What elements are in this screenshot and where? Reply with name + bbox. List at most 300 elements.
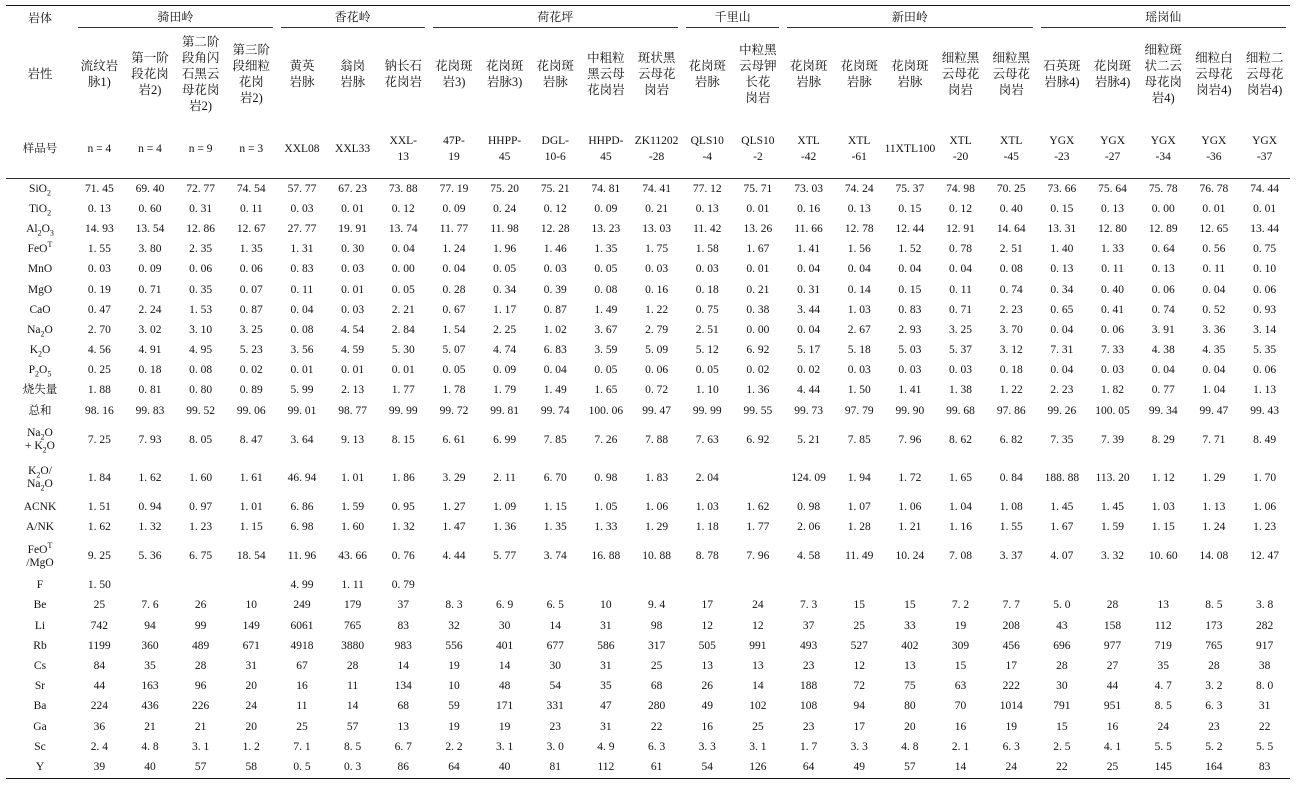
value-cell: 0. 00 bbox=[391, 263, 415, 276]
value-cell: 3. 25 bbox=[949, 323, 973, 336]
value-cell: 1. 77 bbox=[746, 521, 770, 534]
value-cell: 6. 92 bbox=[746, 344, 770, 357]
value-cell: 4. 9 bbox=[597, 740, 615, 753]
value-cell: 5. 23 bbox=[239, 344, 263, 357]
value-cell: 20 bbox=[904, 720, 916, 733]
value-cell: 436 bbox=[141, 700, 159, 713]
value-cell: 0. 11 bbox=[949, 283, 972, 296]
value-cell: 13 bbox=[1157, 599, 1169, 612]
rock-type-header-row bbox=[6, 28, 1290, 120]
row-label: F bbox=[36, 579, 44, 592]
row-label: CaO bbox=[29, 303, 51, 316]
value-cell: 1. 67 bbox=[746, 243, 770, 256]
sample-id-cell: YGX -34 bbox=[1138, 120, 1189, 179]
value-cell: 75. 78 bbox=[1148, 182, 1178, 195]
sample-id-cell: XTL -61 bbox=[834, 120, 885, 179]
value-cell: 126 bbox=[749, 760, 767, 773]
value-cell: 1. 40 bbox=[1050, 243, 1074, 256]
value-cell: 5. 03 bbox=[898, 344, 922, 357]
value-cell: 0. 13 bbox=[1101, 202, 1125, 215]
value-cell: 74. 98 bbox=[946, 182, 975, 195]
value-cell: 2. 84 bbox=[391, 323, 415, 336]
value-cell: 100. 06 bbox=[588, 404, 624, 417]
rock-type-cell: 流纹岩 脉1) bbox=[80, 59, 119, 89]
value-cell: 586 bbox=[597, 639, 615, 652]
value-cell: 0. 04 bbox=[391, 243, 415, 256]
value-cell: 94 bbox=[144, 619, 156, 632]
value-cell: 102 bbox=[749, 700, 767, 713]
rock-type-cell: 花岗斑 岩脉3) bbox=[485, 59, 524, 89]
value-cell: 7. 85 bbox=[847, 433, 871, 446]
rock-type-cell: 钠长石 花岗岩 bbox=[384, 59, 423, 89]
rock-body-header bbox=[74, 6, 277, 29]
value-cell: 0. 03 bbox=[87, 263, 111, 276]
value-cell: 8. 62 bbox=[949, 433, 973, 446]
value-cell: 282 bbox=[1255, 619, 1274, 632]
value-cell bbox=[175, 576, 226, 596]
value-cell: 99 bbox=[194, 619, 207, 632]
value-cell: 3. 1 bbox=[495, 740, 514, 753]
table-row bbox=[6, 656, 1290, 676]
value-cell: 13. 26 bbox=[743, 222, 773, 235]
row-label: Be bbox=[33, 599, 47, 612]
value-cell: 68 bbox=[650, 680, 663, 693]
value-cell: 0. 03 bbox=[1101, 364, 1125, 377]
value-cell: 226 bbox=[192, 700, 210, 713]
value-cell: 1. 82 bbox=[1101, 384, 1125, 397]
value-cell: 1. 45 bbox=[1050, 500, 1074, 513]
value-cell: 0. 71 bbox=[949, 303, 973, 316]
value-cell: 983 bbox=[394, 639, 412, 652]
value-cell: 0. 11 bbox=[1101, 263, 1124, 276]
value-cell: 1. 01 bbox=[239, 500, 263, 513]
value-cell: 0. 74 bbox=[1151, 303, 1175, 316]
value-cell: 99. 26 bbox=[1047, 404, 1077, 417]
value-cell: 30 bbox=[549, 659, 561, 672]
value-cell: 0. 03 bbox=[341, 263, 365, 276]
value-cell: 73. 66 bbox=[1047, 182, 1077, 195]
value-cell: 1. 47 bbox=[442, 521, 466, 534]
value-cell: 1. 79 bbox=[493, 384, 517, 397]
value-cell: 24 bbox=[1157, 720, 1169, 733]
table-row bbox=[6, 636, 1290, 656]
value-cell: 14. 64 bbox=[996, 222, 1026, 235]
table-row bbox=[6, 421, 1290, 459]
value-cell: 1. 13 bbox=[1202, 500, 1226, 513]
value-cell: 11. 66 bbox=[794, 222, 823, 235]
value-cell: 0. 71 bbox=[138, 283, 162, 296]
value-cell: 108 bbox=[799, 700, 818, 713]
sample-id-cell: 47P- 19 bbox=[429, 120, 480, 179]
value-cell: 6. 92 bbox=[746, 433, 770, 446]
value-cell: 7. 3 bbox=[799, 599, 818, 612]
value-cell: 4. 8 bbox=[901, 740, 919, 753]
value-cell: 8. 15 bbox=[391, 433, 415, 446]
value-cell: 6. 82 bbox=[999, 433, 1023, 446]
value-cell: 1. 46 bbox=[543, 243, 567, 256]
value-cell: 16 bbox=[701, 720, 713, 733]
value-cell: 7. 39 bbox=[1101, 433, 1125, 446]
value-cell: 4. 07 bbox=[1050, 550, 1074, 563]
value-cell: 1. 36 bbox=[493, 521, 517, 534]
value-cell: 7. 63 bbox=[695, 433, 719, 446]
value-cell: 493 bbox=[799, 639, 818, 652]
value-cell: 0. 87 bbox=[543, 303, 567, 316]
sample-id-cell: n = 4 bbox=[125, 120, 176, 179]
table-row bbox=[6, 497, 1290, 517]
value-cell: 74. 81 bbox=[591, 182, 621, 195]
value-cell: 4. 99 bbox=[290, 579, 314, 592]
value-cell bbox=[733, 459, 784, 497]
value-cell bbox=[1138, 576, 1189, 596]
table-row bbox=[6, 757, 1290, 778]
value-cell: 1. 08 bbox=[999, 500, 1023, 513]
value-cell: 3. 44 bbox=[797, 303, 821, 316]
value-cell: 2. 2 bbox=[445, 740, 463, 753]
table-row bbox=[6, 616, 1290, 636]
value-cell: 81 bbox=[549, 760, 561, 773]
value-cell: 489 bbox=[192, 639, 210, 652]
value-cell: 7. 93 bbox=[138, 433, 162, 446]
value-cell: 99. 52 bbox=[186, 404, 216, 417]
table-row bbox=[6, 240, 1290, 260]
value-cell bbox=[1239, 576, 1290, 596]
value-cell bbox=[885, 576, 936, 596]
value-cell: 1. 62 bbox=[138, 471, 162, 484]
value-cell: 0. 75 bbox=[1253, 243, 1277, 256]
value-cell: 1. 61 bbox=[239, 471, 263, 484]
value-cell: 80 bbox=[904, 700, 916, 713]
value-cell: 97. 79 bbox=[844, 404, 874, 417]
value-cell: 401 bbox=[495, 639, 514, 652]
value-cell: 76. 78 bbox=[1199, 182, 1229, 195]
value-cell: 1. 06 bbox=[898, 500, 922, 513]
value-cell: 3. 0 bbox=[546, 740, 564, 753]
value-cell: 13 bbox=[701, 659, 713, 672]
value-cell: 0. 08 bbox=[594, 283, 618, 296]
value-cell bbox=[125, 576, 176, 596]
value-cell: 4. 91 bbox=[138, 344, 162, 357]
value-cell: 9. 25 bbox=[87, 550, 111, 563]
value-cell: 49 bbox=[701, 700, 713, 713]
value-cell: 75. 21 bbox=[540, 182, 570, 195]
table-row bbox=[6, 341, 1290, 361]
value-cell: 0. 12 bbox=[391, 202, 415, 215]
value-cell: 0. 52 bbox=[1202, 303, 1226, 316]
value-cell: 0. 04 bbox=[543, 364, 567, 377]
value-cell: 1. 59 bbox=[1101, 521, 1125, 534]
value-cell: 13 bbox=[752, 659, 764, 672]
value-cell: 99. 90 bbox=[895, 404, 925, 417]
value-cell: 0. 00 bbox=[746, 323, 770, 336]
value-cell: 6. 5 bbox=[546, 599, 564, 612]
rock-type-cell: 第一阶 段花岗 岩2) bbox=[131, 51, 169, 97]
rock-type-cell: 细粒斑 状二云 母花岗 岩4) bbox=[1144, 43, 1182, 105]
value-cell: 0. 13 bbox=[847, 202, 871, 215]
value-cell: 0. 83 bbox=[290, 263, 314, 276]
value-cell: 12 bbox=[752, 619, 764, 632]
value-cell: 0. 01 bbox=[341, 283, 365, 296]
value-cell: 35 bbox=[144, 659, 156, 672]
value-cell: 1. 65 bbox=[594, 384, 618, 397]
value-cell: 14 bbox=[549, 619, 561, 632]
value-cell: 7. 26 bbox=[594, 433, 618, 446]
rock-type-cell: 花岗斑 岩脉 bbox=[688, 59, 726, 89]
value-cell: 57 bbox=[904, 760, 916, 773]
value-cell: 0. 28 bbox=[442, 283, 466, 296]
value-cell: 0. 13 bbox=[695, 202, 719, 215]
value-cell: 99. 81 bbox=[490, 404, 519, 417]
value-cell: 15 bbox=[904, 599, 916, 612]
value-cell: 1. 60 bbox=[341, 521, 365, 534]
value-cell: 2. 4 bbox=[90, 740, 108, 753]
value-cell: 7. 85 bbox=[543, 433, 567, 446]
value-cell: 23 bbox=[1208, 720, 1220, 733]
value-cell: 527 bbox=[850, 639, 868, 652]
value-cell: 0. 98 bbox=[594, 471, 618, 484]
value-cell: 64 bbox=[802, 760, 815, 773]
value-cell: 12. 67 bbox=[236, 222, 266, 235]
value-cell: 12. 89 bbox=[1148, 222, 1178, 235]
value-cell: 5. 36 bbox=[138, 550, 162, 563]
value-cell: 1. 05 bbox=[594, 500, 618, 513]
value-cell: 28 bbox=[194, 659, 207, 672]
value-cell: 57. 77 bbox=[287, 182, 317, 195]
value-cell: 0. 41 bbox=[1101, 303, 1125, 316]
table-row bbox=[6, 219, 1290, 239]
value-cell: 5. 12 bbox=[695, 344, 719, 357]
value-cell: 0. 89 bbox=[239, 384, 263, 397]
value-cell: 1. 59 bbox=[341, 500, 365, 513]
rock-type-cell: 花岗斑 岩3) bbox=[435, 59, 473, 89]
rock-type-cell: 花岗斑 岩脉 bbox=[891, 59, 929, 89]
value-cell: 0. 02 bbox=[239, 364, 263, 377]
value-cell: 5. 21 bbox=[797, 433, 821, 446]
table-row bbox=[6, 280, 1290, 300]
value-cell: 0. 02 bbox=[746, 364, 770, 377]
value-cell: 163 bbox=[141, 680, 159, 693]
value-cell: 25 bbox=[1106, 760, 1119, 773]
value-cell: 3. 25 bbox=[239, 323, 263, 336]
value-cell: 0. 74 bbox=[999, 283, 1023, 296]
value-cell: 23 bbox=[802, 659, 815, 672]
rock-type-cell: 花岗斑 岩脉 bbox=[536, 59, 574, 89]
value-cell: 31 bbox=[245, 659, 258, 672]
value-cell: 19 bbox=[498, 720, 511, 733]
table-row bbox=[6, 179, 1290, 200]
value-cell: 0. 15 bbox=[898, 202, 922, 215]
value-cell: 0. 09 bbox=[493, 364, 517, 377]
value-cell: 1. 51 bbox=[87, 500, 111, 513]
value-cell: 0. 06 bbox=[239, 263, 263, 276]
value-cell: 765 bbox=[1205, 639, 1223, 652]
value-cell: 7. 1 bbox=[293, 740, 311, 753]
value-cell: 74. 41 bbox=[642, 182, 671, 195]
value-cell: 1014 bbox=[999, 700, 1023, 713]
value-cell: 31 bbox=[600, 619, 612, 632]
value-cell: 124. 09 bbox=[791, 471, 826, 484]
value-cell: 3. 10 bbox=[189, 323, 213, 336]
value-cell: 0. 07 bbox=[239, 283, 263, 296]
sample-id-cell: n = 9 bbox=[175, 120, 226, 179]
value-cell: 8. 29 bbox=[1151, 433, 1175, 446]
value-cell: 0. 13 bbox=[87, 202, 111, 215]
value-cell: 46. 94 bbox=[287, 471, 317, 484]
row-label: SiO$_2$ bbox=[29, 182, 51, 197]
value-cell: 99. 43 bbox=[1250, 404, 1279, 417]
value-cell: 5. 0 bbox=[1053, 599, 1071, 612]
value-cell: 0. 5 bbox=[293, 760, 311, 773]
value-cell: 11. 49 bbox=[845, 550, 874, 563]
value-cell: 0. 65 bbox=[1050, 303, 1074, 316]
value-cell: 25 bbox=[93, 599, 106, 612]
value-cell: 0. 47 bbox=[87, 303, 111, 316]
value-cell: 0. 12 bbox=[949, 202, 973, 215]
value-cell: 25 bbox=[752, 720, 764, 733]
value-cell: 77. 12 bbox=[692, 182, 722, 195]
value-cell: 1. 03 bbox=[847, 303, 871, 316]
value-cell: 0. 04 bbox=[1050, 364, 1074, 377]
value-cell: 13. 74 bbox=[388, 222, 418, 235]
value-cell: 3. 67 bbox=[594, 323, 618, 336]
value-cell: 28 bbox=[1056, 659, 1068, 672]
value-cell: 0. 18 bbox=[138, 364, 162, 377]
value-cell: 71. 45 bbox=[84, 182, 114, 195]
table-row bbox=[6, 361, 1290, 381]
rock-body-header bbox=[783, 6, 1036, 29]
value-cell: 0. 03 bbox=[645, 263, 669, 276]
value-cell: 0. 01 bbox=[391, 364, 415, 377]
value-cell: 0. 13 bbox=[1050, 263, 1074, 276]
value-cell: 1. 62 bbox=[87, 521, 111, 534]
table-row bbox=[6, 717, 1290, 737]
value-cell: 14 bbox=[346, 700, 359, 713]
value-cell: 68 bbox=[397, 700, 410, 713]
value-cell: 0. 06 bbox=[1101, 323, 1125, 336]
value-cell: 58 bbox=[245, 760, 258, 773]
value-cell: 3. 12 bbox=[999, 344, 1023, 357]
value-cell: 1. 75 bbox=[645, 243, 669, 256]
value-cell: 12. 44 bbox=[895, 222, 925, 235]
value-cell: 0. 21 bbox=[645, 202, 669, 215]
value-cell: 1. 07 bbox=[847, 500, 871, 513]
value-cell: 43. 66 bbox=[338, 550, 367, 563]
value-cell: 7. 88 bbox=[645, 433, 669, 446]
value-cell: 35 bbox=[1157, 659, 1169, 672]
value-cell: 1. 23 bbox=[1253, 521, 1277, 534]
value-cell: 19 bbox=[1005, 720, 1017, 733]
value-cell: 11. 42 bbox=[693, 222, 722, 235]
value-cell: 28 bbox=[1106, 599, 1119, 612]
value-cell: 8. 0 bbox=[1255, 680, 1274, 693]
value-cell: 0. 87 bbox=[239, 303, 263, 316]
value-cell: 1. 49 bbox=[594, 303, 618, 316]
value-cell: 21 bbox=[144, 720, 156, 733]
value-cell: 99. 47 bbox=[642, 404, 671, 417]
value-cell: 13. 03 bbox=[642, 222, 671, 235]
value-cell: 1. 56 bbox=[847, 243, 871, 256]
value-cell: 7. 2 bbox=[951, 599, 970, 612]
rock-type-cell: 第二阶 段角闪 石黑云 母花岗 岩2) bbox=[181, 35, 220, 113]
value-cell: 24 bbox=[245, 700, 258, 713]
row-label: $K_2O/$ $Na_2O$ bbox=[27, 465, 53, 493]
value-cell: 8. 3 bbox=[445, 599, 463, 612]
value-cell: 99. 34 bbox=[1148, 404, 1178, 417]
value-cell: 17 bbox=[1005, 659, 1017, 672]
geochemistry-table bbox=[6, 5, 1290, 779]
value-cell: 208 bbox=[1002, 619, 1020, 632]
value-cell: 309 bbox=[951, 639, 970, 652]
value-cell: 12. 91 bbox=[946, 222, 975, 235]
rock-body-header bbox=[682, 6, 783, 29]
row-label: 总和 bbox=[28, 404, 52, 417]
value-cell bbox=[631, 576, 682, 596]
value-cell bbox=[530, 576, 581, 596]
value-cell: 917 bbox=[1255, 639, 1274, 652]
row-label: A/NK bbox=[25, 521, 55, 534]
value-cell: 25 bbox=[853, 619, 865, 632]
sample-id-cell: YGX -27 bbox=[1087, 120, 1138, 179]
value-cell: 0. 03 bbox=[695, 263, 719, 276]
rock-type-cell: 斑状黑 云母花 岗岩 bbox=[637, 51, 676, 97]
value-cell: 3. 64 bbox=[290, 433, 314, 446]
rock-type-cell: 细粒黑 云母花 岗岩 bbox=[992, 51, 1030, 97]
value-cell: 0. 01 bbox=[341, 364, 365, 377]
value-cell: 12. 28 bbox=[540, 222, 570, 235]
value-cell: 99. 83 bbox=[135, 404, 165, 417]
value-cell: 40 bbox=[498, 760, 511, 773]
rock-type-cell: 石英斑 岩脉4) bbox=[1043, 59, 1081, 89]
rock-body-name: 香花岭 bbox=[281, 7, 425, 28]
value-cell: 179 bbox=[344, 599, 362, 612]
value-cell: 112 bbox=[1154, 619, 1172, 632]
value-cell: 1. 86 bbox=[391, 471, 415, 484]
value-cell: 7. 08 bbox=[949, 550, 973, 563]
value-cell: 0. 11 bbox=[240, 202, 263, 215]
value-cell: 0. 09 bbox=[442, 202, 466, 215]
value-cell: 1. 15 bbox=[1151, 521, 1175, 534]
value-cell: 6061 bbox=[290, 619, 314, 632]
value-cell: 14 bbox=[498, 659, 511, 672]
value-cell: 171 bbox=[495, 700, 514, 713]
value-cell: 15 bbox=[853, 599, 865, 612]
value-cell: 47 bbox=[600, 700, 612, 713]
value-cell: 19 bbox=[448, 659, 460, 672]
value-cell: 99. 06 bbox=[236, 404, 266, 417]
value-cell: 14 bbox=[397, 659, 410, 672]
value-cell: 9. 4 bbox=[647, 599, 666, 612]
rock-type-cell: 中粒黑 云母钾 长花 岗岩 bbox=[739, 43, 777, 105]
table-row bbox=[6, 300, 1290, 320]
value-cell: 12. 86 bbox=[186, 222, 216, 235]
value-cell: 5. 09 bbox=[645, 344, 669, 357]
value-cell: 22 bbox=[650, 720, 663, 733]
value-cell: 7. 96 bbox=[746, 550, 770, 563]
value-cell: 99. 99 bbox=[388, 404, 418, 417]
value-cell: 37 bbox=[397, 599, 410, 612]
value-cell bbox=[986, 576, 1037, 596]
value-cell: 0. 04 bbox=[442, 263, 466, 276]
value-cell: 0. 08 bbox=[189, 364, 213, 377]
value-cell: 1. 29 bbox=[645, 521, 669, 534]
value-cell: 1199 bbox=[88, 639, 111, 652]
value-cell: 0. 06 bbox=[1151, 283, 1175, 296]
value-cell: 2. 23 bbox=[999, 303, 1023, 316]
value-cell: 113. 20 bbox=[1095, 471, 1130, 484]
rock-type-cell: 细粒白 云母花 岗岩4) bbox=[1195, 51, 1233, 97]
value-cell: 24 bbox=[752, 599, 764, 612]
value-cell: 3. 59 bbox=[594, 344, 618, 357]
